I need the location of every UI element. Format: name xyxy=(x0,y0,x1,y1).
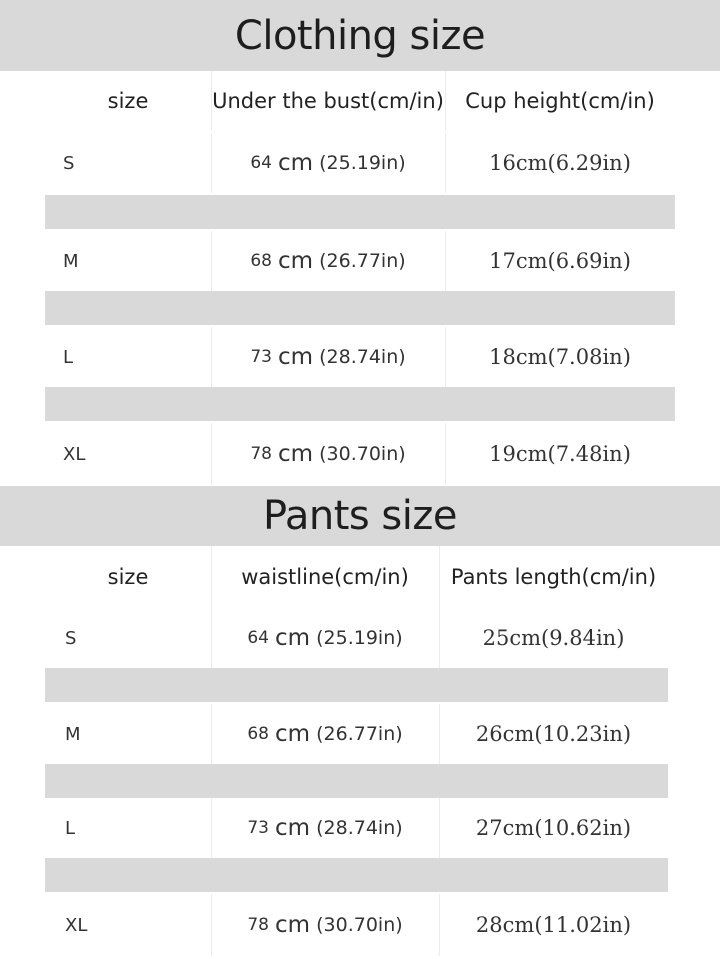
cm-number: 68 xyxy=(250,251,272,271)
cup-height-value: 19cm(7.48in) xyxy=(489,442,631,466)
cm-number: 78 xyxy=(250,444,272,464)
table-header-row xyxy=(45,71,675,131)
header-pants-length: Pants length(cm/in) xyxy=(450,565,657,589)
pants-size-banner xyxy=(0,486,720,546)
header-size: size xyxy=(107,565,149,589)
row-separator xyxy=(45,291,675,325)
size-label: L xyxy=(65,817,76,839)
cm-number: 73 xyxy=(250,347,272,367)
table-row xyxy=(45,704,668,764)
cm-unit: cm xyxy=(275,721,311,747)
header-size: size xyxy=(107,89,149,113)
header-under-bust: Under the bust(cm/in) xyxy=(212,89,444,113)
size-label: L xyxy=(63,346,74,368)
table-row xyxy=(45,608,668,668)
inch-value: (28.74in) xyxy=(319,346,406,368)
table-row xyxy=(45,423,675,485)
clothing-size-banner xyxy=(0,0,720,71)
under-bust-value xyxy=(211,231,445,291)
pants-length-value: 25cm(9.84in) xyxy=(482,626,625,650)
table-row xyxy=(45,231,675,291)
table-row xyxy=(45,798,668,858)
size-label: XL xyxy=(65,914,88,936)
row-separator xyxy=(45,764,668,798)
inch-value: (28.74in) xyxy=(316,817,403,839)
clothing-size-title: Clothing size xyxy=(234,12,486,59)
pants-size-title: Pants size xyxy=(263,493,457,539)
under-bust-value xyxy=(211,327,445,387)
cup-height-value: 16cm(6.29in) xyxy=(489,151,631,175)
row-separator xyxy=(45,858,668,892)
waistline-value xyxy=(211,798,439,858)
inch-value: (30.70in) xyxy=(319,443,406,465)
row-separator xyxy=(45,387,675,421)
waistline-value xyxy=(211,704,439,764)
waistline-value xyxy=(211,608,439,668)
cm-number: 64 xyxy=(247,628,269,648)
size-label: S xyxy=(65,627,77,649)
inch-value: (26.77in) xyxy=(316,723,403,745)
cup-height-value: 17cm(6.69in) xyxy=(489,249,631,273)
inch-value: (30.70in) xyxy=(316,914,403,936)
size-label: M xyxy=(65,723,81,745)
cm-unit: cm xyxy=(278,344,314,370)
table-row xyxy=(45,894,668,956)
cm-number: 78 xyxy=(247,915,269,935)
inch-value: (25.19in) xyxy=(319,152,406,174)
cm-unit: cm xyxy=(278,441,314,467)
header-cup-height: Cup height(cm/in) xyxy=(465,89,655,113)
cm-unit: cm xyxy=(278,150,314,176)
row-separator xyxy=(45,195,675,229)
cup-height-value: 18cm(7.08in) xyxy=(489,345,631,369)
cm-unit: cm xyxy=(275,912,311,938)
inch-value: (26.77in) xyxy=(319,250,406,272)
row-separator xyxy=(45,668,668,702)
header-waistline: waistline(cm/in) xyxy=(241,565,409,589)
table-header-row xyxy=(45,546,668,608)
cm-number: 73 xyxy=(247,818,269,838)
under-bust-value xyxy=(211,423,445,485)
waistline-value xyxy=(211,894,439,956)
cm-number: 68 xyxy=(247,724,269,744)
clothing-size-table xyxy=(45,71,675,485)
pants-length-value: 26cm(10.23in) xyxy=(475,722,632,746)
size-label: M xyxy=(63,250,79,272)
table-row xyxy=(45,133,675,193)
size-label: XL xyxy=(63,443,86,465)
under-bust-value xyxy=(211,133,445,193)
cm-unit: cm xyxy=(275,625,311,651)
cm-unit: cm xyxy=(278,248,314,274)
pants-size-table xyxy=(45,546,668,959)
size-label: S xyxy=(63,152,75,174)
cm-number: 64 xyxy=(250,153,272,173)
inch-value: (25.19in) xyxy=(316,627,403,649)
pants-length-value: 28cm(11.02in) xyxy=(475,913,632,937)
pants-length-value: 27cm(10.62in) xyxy=(475,816,632,840)
cm-unit: cm xyxy=(275,815,311,841)
table-row xyxy=(45,327,675,387)
